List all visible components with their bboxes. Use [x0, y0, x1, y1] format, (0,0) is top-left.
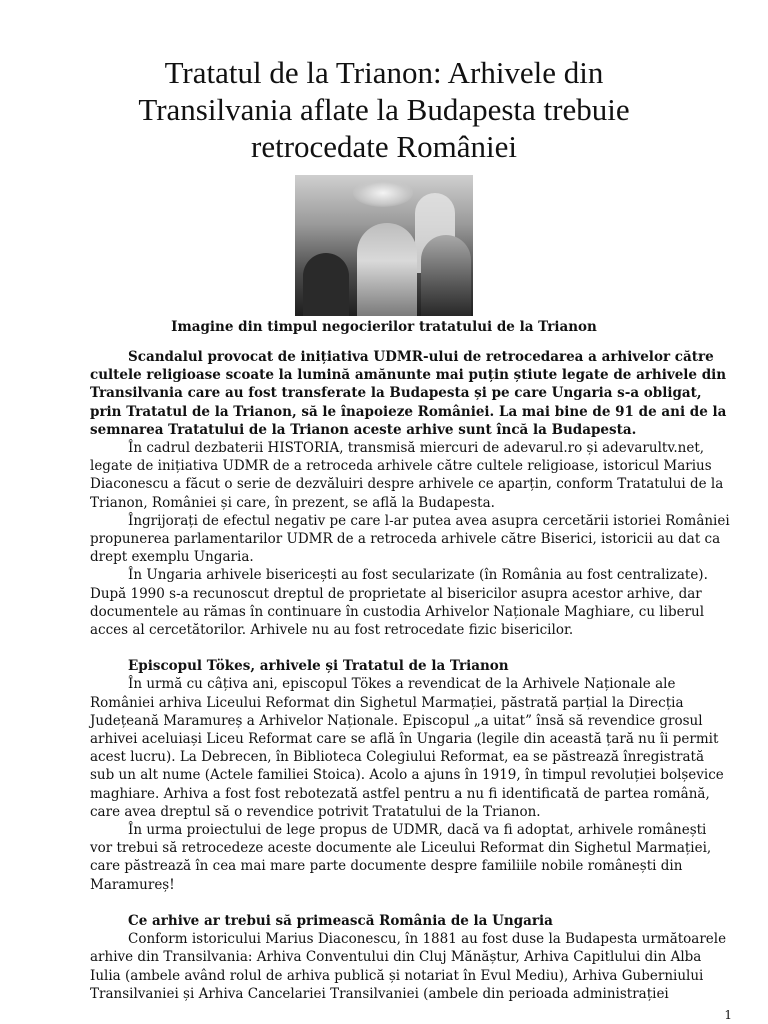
photo-figure-left [303, 253, 349, 316]
section-heading-tokes: Episcopul Tökes, arhivele și Tratatul de la Trianon [128, 658, 509, 675]
photo-figure-bearded-man [357, 223, 417, 316]
paragraph: Îngrijorați de efectul negativ pe care l-ar putea avea asupra cercetării istoriei României propunerea parlamentarilor UDMR de a retroceda arhivele către Biserici, istoricii au dat ca drept exemplu Ungaria. [90, 512, 730, 566]
historical-photo [295, 175, 473, 316]
paragraph: În cadrul dezbaterii HISTORIA, transmisă miercuri de adevarul.ro și adevarultv.net, legate de inițiativa UDMR de a retroceda arhivele către cultele religioase, istoricul Marius Diaconescu a făcut o serie de dezvăluiri despre arhivele ce aparțin, conform Tratatului de la Trianon, României și care, în prezent, se află la Budapesta. [90, 440, 724, 511]
section-heading-archives: Ce arhive ar trebui să primească România de la Ungaria [128, 912, 553, 929]
paragraph: Conform istoricului Marius Diaconescu, în 1881 au fost duse la Budapesta următoarele arhive din Transilvania: Arhiva Conventului din Cluj Mănăștur, Arhiva Capitlului din Alba Iulia (ambele având rolul de arhiva publică și notariat în Evul Mediu), Arhiva Guberniului Transilvaniei și Arhiva Cancelariei Transilvaniei (ambele din perioada administrației [90, 931, 727, 1002]
article-body [90, 348, 730, 1003]
page-number: 1 [724, 1008, 732, 1022]
document-title: Tratatul de la Trianon: Arhivele din Transilvania aflate la Budapesta trebuie retrocedate României [138, 55, 630, 164]
paragraph: În urma proiectului de lege propus de UDMR, dacă va fi adoptat, arhivele românești vor trebui să retrocedeze aceste documente ale Liceului Reformat din Sighetul Marmației, care păstrează în cea mai mare parte documente despre familiile nobile românești din Maramureș! [90, 822, 712, 893]
paragraph: În Ungaria arhivele bisericești au fost secularizate (în România au fost centralizate). După 1990 s-a recunoscut dreptul de proprietate al bisericilor asupra acestor arhive, dar documentele au rămas în continuare în custodia Arhivelor Naționale Maghiare, cu liberul acces al cercetătorilor. Arhivele nu au fost retrocedate fizic bisericilor. [90, 567, 708, 639]
photo-figure-right [421, 235, 471, 316]
photo-caption: Imagine din timpul negocierilor tratatului de la Trianon [171, 319, 597, 335]
paragraph: În urmă cu câțiva ani, episcopul Tökes a revendicat de la Arhivele Naționale ale României arhiva Liceului Reformat din Sighetul Marmației, păstrată parțial la Direcția Județeană Maramureș a Arhivelor Naționale. Episcopul „a uitat” însă să revendice grosul arhivei aceluiași Liceu Reformat care se află în Ungaria (legile din această țară nu îi permit acest lucru). La Debrecen, în Biblioteca Colegiului Reformat, ea se păstrează înregistrată sub un alt nume (Actele familiei Stoica). Acolo a ajuns în 1919, în timpul revoluției bolșevice maghiare. Arhiva a fost fost rebotezată astfel pentru a nu fi identificată de partea română, care avea dreptul să o revendice potrivit Tratatului de la Trianon. [90, 676, 724, 820]
photo-chandelier [353, 179, 413, 207]
lead-paragraph: Scandalul provocat de inițiativa UDMR-ului de retrocedarea a arhivelor către cultele religioase scoate la lumină amănunte mai puțin știute legate de arhivele din Transilvania care au fost transferate la Budapesta și pe care Ungaria s-a obligat, prin Tratatul de la Trianon, să le înapoieze României. La mai bine de 91 de ani de la semnarea Tratatului de la Trianon aceste arhive sunt încă la Budapesta. [90, 349, 727, 438]
